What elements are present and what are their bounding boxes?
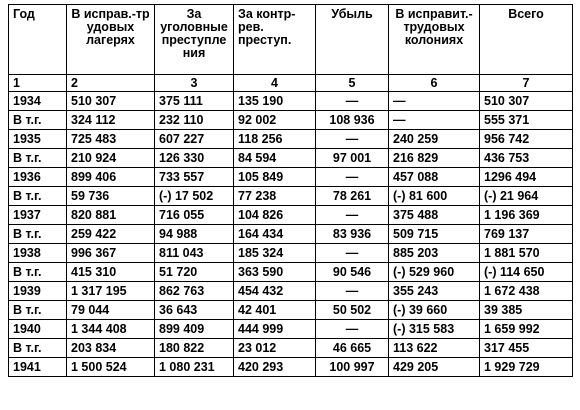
cell-year: В т.г. <box>9 339 67 358</box>
cell-criminal: 36 643 <box>155 301 234 320</box>
column-number: 5 <box>316 75 389 92</box>
cell-labor-colonies: 355 243 <box>389 282 480 301</box>
cell-labor-colonies: 429 205 <box>389 358 480 377</box>
table-row <box>9 187 573 206</box>
cell-criminal: 94 988 <box>155 225 234 244</box>
header-labor-colonies: В исправит.-трудовых колониях <box>389 5 480 75</box>
cell-total: (-) 114 650 <box>480 263 573 282</box>
cell-labor-colonies: (-) 529 960 <box>389 263 480 282</box>
cell-total: 1 929 729 <box>480 358 573 377</box>
cell-labor-colonies: 457 088 <box>389 168 480 187</box>
cell-loss: — <box>316 130 389 149</box>
cell-total: 317 455 <box>480 339 573 358</box>
column-number: 3 <box>155 75 234 92</box>
cell-counter-revolutionary: 77 238 <box>234 187 316 206</box>
cell-year: 1941 <box>9 358 67 377</box>
cell-total: 1 881 570 <box>480 244 573 263</box>
cell-total: 510 307 <box>480 92 573 111</box>
cell-year: В т.г. <box>9 301 67 320</box>
cell-counter-revolutionary: 363 590 <box>234 263 316 282</box>
cell-labor-camps: 324 112 <box>67 111 155 130</box>
cell-loss: 100 997 <box>316 358 389 377</box>
table-row <box>9 358 573 377</box>
cell-total: 436 753 <box>480 149 573 168</box>
cell-counter-revolutionary: 420 293 <box>234 358 316 377</box>
cell-total: 1 672 438 <box>480 282 573 301</box>
cell-loss: 108 936 <box>316 111 389 130</box>
cell-labor-camps: 415 310 <box>67 263 155 282</box>
header-year: Год <box>9 5 67 75</box>
column-number: 2 <box>67 75 155 92</box>
cell-counter-revolutionary: 92 002 <box>234 111 316 130</box>
table-row <box>9 263 573 282</box>
cell-labor-colonies: (-) 39 660 <box>389 301 480 320</box>
table-row <box>9 92 573 111</box>
cell-labor-camps: 59 736 <box>67 187 155 206</box>
cell-loss: — <box>316 244 389 263</box>
column-number: 7 <box>480 75 573 92</box>
cell-year: В т.г. <box>9 263 67 282</box>
cell-total: 1296 494 <box>480 168 573 187</box>
column-number: 6 <box>389 75 480 92</box>
cell-loss: 83 936 <box>316 225 389 244</box>
cell-labor-camps: 725 483 <box>67 130 155 149</box>
cell-year: 1939 <box>9 282 67 301</box>
cell-criminal: 716 055 <box>155 206 234 225</box>
cell-labor-camps: 79 044 <box>67 301 155 320</box>
column-number: 4 <box>234 75 316 92</box>
cell-criminal: 862 763 <box>155 282 234 301</box>
cell-loss: 50 502 <box>316 301 389 320</box>
header-loss: Убыль <box>316 5 389 75</box>
table-row <box>9 111 573 130</box>
table-row <box>9 282 573 301</box>
cell-loss: — <box>316 168 389 187</box>
cell-labor-camps: 996 367 <box>67 244 155 263</box>
column-number: 1 <box>9 75 67 92</box>
cell-criminal: 180 822 <box>155 339 234 358</box>
cell-criminal: 375 111 <box>155 92 234 111</box>
cell-criminal: 607 227 <box>155 130 234 149</box>
cell-year: В т.г. <box>9 149 67 168</box>
cell-year: В т.г. <box>9 225 67 244</box>
cell-total: 1 659 992 <box>480 320 573 339</box>
cell-loss: 97 001 <box>316 149 389 168</box>
table-row <box>9 320 573 339</box>
table-row <box>9 206 573 225</box>
cell-loss: 46 665 <box>316 339 389 358</box>
header-labor-camps: В исправ.-тр удовых лагерях <box>67 5 155 75</box>
table-row <box>9 130 573 149</box>
table-row <box>9 301 573 320</box>
cell-labor-colonies: 375 488 <box>389 206 480 225</box>
cell-loss: — <box>316 206 389 225</box>
cell-criminal: 733 557 <box>155 168 234 187</box>
cell-counter-revolutionary: 84 594 <box>234 149 316 168</box>
cell-counter-revolutionary: 185 324 <box>234 244 316 263</box>
cell-labor-camps: 210 924 <box>67 149 155 168</box>
cell-labor-camps: 203 834 <box>67 339 155 358</box>
column-number-row <box>9 75 573 92</box>
cell-labor-colonies: 885 203 <box>389 244 480 263</box>
cell-year: 1936 <box>9 168 67 187</box>
cell-labor-colonies: 240 259 <box>389 130 480 149</box>
header-counter-revolutionary: За контр-рев. преступ. <box>234 5 316 75</box>
cell-loss: 90 546 <box>316 263 389 282</box>
cell-criminal: 811 043 <box>155 244 234 263</box>
cell-labor-camps: 899 406 <box>67 168 155 187</box>
cell-counter-revolutionary: 23 012 <box>234 339 316 358</box>
table-row <box>9 168 573 187</box>
cell-labor-camps: 1 344 408 <box>67 320 155 339</box>
statistics-table-container <box>8 4 573 377</box>
cell-labor-camps: 820 881 <box>67 206 155 225</box>
cell-labor-camps: 1 500 524 <box>67 358 155 377</box>
cell-labor-camps: 1 317 195 <box>67 282 155 301</box>
header-criminal: За уголовные преступле ния <box>155 5 234 75</box>
cell-criminal: 1 080 231 <box>155 358 234 377</box>
cell-loss: — <box>316 320 389 339</box>
table-row <box>9 339 573 358</box>
cell-counter-revolutionary: 104 826 <box>234 206 316 225</box>
cell-criminal: 126 330 <box>155 149 234 168</box>
cell-counter-revolutionary: 444 999 <box>234 320 316 339</box>
cell-labor-camps: 510 307 <box>67 92 155 111</box>
header-row <box>9 5 573 75</box>
cell-counter-revolutionary: 105 849 <box>234 168 316 187</box>
cell-year: 1934 <box>9 92 67 111</box>
cell-criminal: 232 110 <box>155 111 234 130</box>
cell-labor-colonies: (-) 315 583 <box>389 320 480 339</box>
cell-year: 1935 <box>9 130 67 149</box>
cell-year: 1937 <box>9 206 67 225</box>
cell-year: 1938 <box>9 244 67 263</box>
cell-labor-colonies: (-) 81 600 <box>389 187 480 206</box>
cell-loss: 78 261 <box>316 187 389 206</box>
cell-counter-revolutionary: 454 432 <box>234 282 316 301</box>
cell-total: 1 196 369 <box>480 206 573 225</box>
cell-counter-revolutionary: 164 434 <box>234 225 316 244</box>
cell-labor-colonies: 113 622 <box>389 339 480 358</box>
gulag-statistics-table <box>8 4 573 377</box>
cell-criminal: 51 720 <box>155 263 234 282</box>
cell-total: (-) 21 964 <box>480 187 573 206</box>
table-row <box>9 225 573 244</box>
header-total: Всего <box>480 5 573 75</box>
cell-year: 1940 <box>9 320 67 339</box>
cell-criminal: (-) 17 502 <box>155 187 234 206</box>
cell-counter-revolutionary: 42 401 <box>234 301 316 320</box>
table-row <box>9 149 573 168</box>
cell-labor-colonies: — <box>389 92 480 111</box>
cell-total: 39 385 <box>480 301 573 320</box>
table-row <box>9 244 573 263</box>
cell-labor-camps: 259 422 <box>67 225 155 244</box>
cell-criminal: 899 409 <box>155 320 234 339</box>
cell-labor-colonies: 509 715 <box>389 225 480 244</box>
cell-counter-revolutionary: 135 190 <box>234 92 316 111</box>
cell-total: 555 371 <box>480 111 573 130</box>
cell-counter-revolutionary: 118 256 <box>234 130 316 149</box>
cell-total: 769 137 <box>480 225 573 244</box>
cell-labor-colonies: 216 829 <box>389 149 480 168</box>
cell-total: 956 742 <box>480 130 573 149</box>
cell-labor-colonies: — <box>389 111 480 130</box>
cell-year: В т.г. <box>9 187 67 206</box>
cell-loss: — <box>316 92 389 111</box>
cell-loss: — <box>316 282 389 301</box>
cell-year: В т.г. <box>9 111 67 130</box>
